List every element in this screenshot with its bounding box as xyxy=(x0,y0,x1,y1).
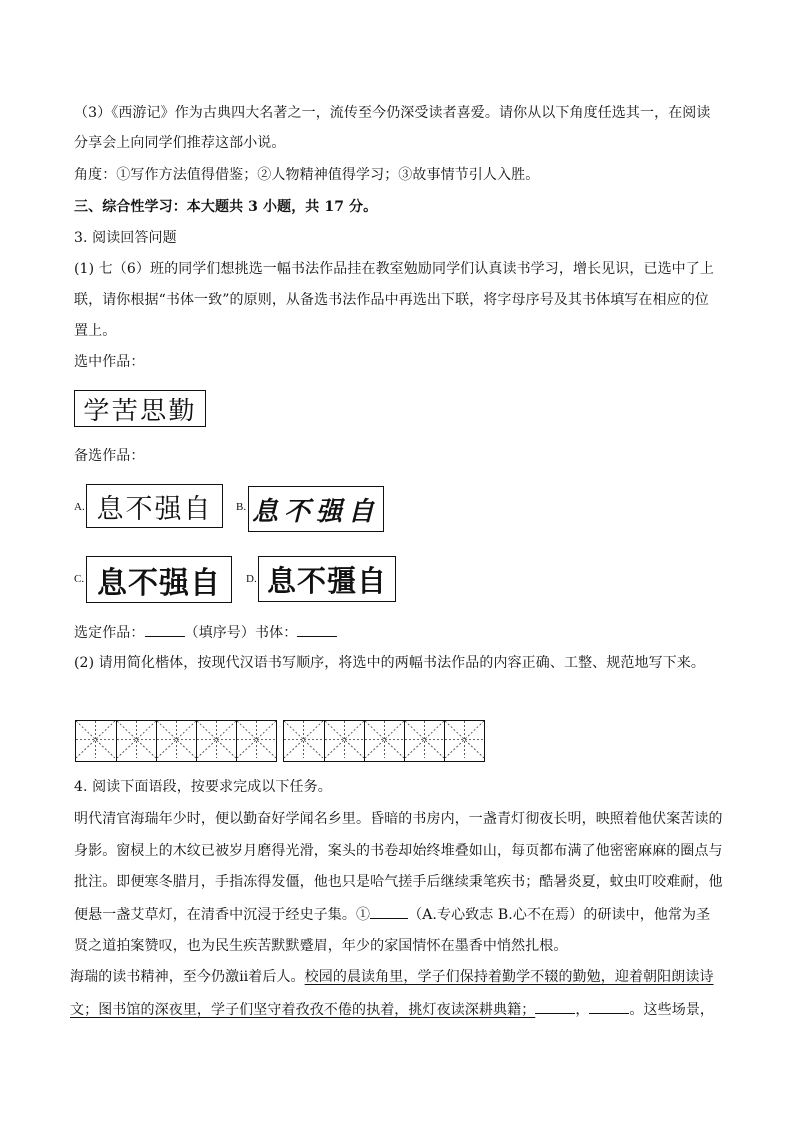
rice-grid-guides xyxy=(284,721,323,758)
selected-calligraphy-text: 学苦思勤 xyxy=(83,395,197,425)
q3-part2: (2) 请用简化楷体，按现代汉语书写顺序，将选中的两幅书法作品的内容正确、工整、规范地写下来。 xyxy=(74,655,705,671)
rice-grid-guides xyxy=(117,721,156,758)
q4-p2-line2 xyxy=(70,999,714,1020)
option-b-text: 息不强自 xyxy=(251,496,380,527)
q4-p1-line4 xyxy=(74,904,710,925)
q2-3-line1: （3）《西游记》作为古典四大名著之一，流传至今仍深受读者喜爱。请你从以下角度任选其一，在阅读 xyxy=(74,105,711,121)
answer-prefix: 选定作品： xyxy=(74,625,145,641)
q2-3-line2: 分享会上向同学们推荐这部小说。 xyxy=(74,135,286,151)
option-a-text: 息不强自 xyxy=(96,493,213,525)
rice-grid-guides xyxy=(445,721,484,758)
q4-p2-line1 xyxy=(70,967,714,987)
q3-heading: 3. 阅读回答问题 xyxy=(74,230,177,246)
q4-p1-line1: 明代清官海瑞年少时，便以勤奋好学闻名乡里。昏暗的书房内，一盏青灯彻夜长明，映照着他伏案苦读的 xyxy=(74,811,723,827)
option-d-letter: D. xyxy=(246,573,257,585)
rice-grid-guides xyxy=(325,721,364,758)
grid-cell[interactable] xyxy=(236,721,276,761)
option-c-letter: C. xyxy=(74,573,85,585)
writing-grid-upper-couplet[interactable] xyxy=(75,720,277,762)
q3-part1-line1: (1) 七（6）班的同学们想挑选一幅书法作品挂在教室勉励同学们认真读书学习，增长见识，已选中了上 xyxy=(74,261,714,277)
q4-p1-line2: 身影。窗棂上的木纹已被岁月磨得光滑，案头的书卷却始终堆叠如山，每页都布满了他密密麻麻的圈点与 xyxy=(74,843,723,859)
q4-p2-line2-end: 。这些场景， xyxy=(629,1002,715,1018)
fill-blank-1[interactable] xyxy=(370,904,408,919)
answer-mid: （填序号）书体： xyxy=(184,625,298,641)
option-c-text: 息不强自 xyxy=(97,565,221,601)
option-d-text: 息不彊自 xyxy=(266,563,387,598)
grid-cell[interactable] xyxy=(116,721,156,761)
section3-title: 三、综合性学习：本大题共 3 小题，共 17 分。 xyxy=(74,199,378,215)
grid-cell[interactable] xyxy=(196,721,236,761)
grid-cell[interactable] xyxy=(76,721,116,761)
q4-p1-line3: 批注。即便寒冬腊月，手指冻得发僵，他也只是哈气搓手后继续秉笔疾书；酷暑炎夏，蚊虫叮咬难耐，他 xyxy=(74,874,723,890)
grid-cell[interactable] xyxy=(284,721,324,761)
q4-p2-line1-underlined: 校园的晨读角里，学子们保持着勤学不辍的勤勉，迎着朝阳朗读诗 xyxy=(304,969,714,985)
q4-p2-line2-underlined: 文；图书馆的深夜里，学子们坚守着孜孜不倦的执着，挑灯夜读深耕典籍； xyxy=(70,1002,536,1018)
q4-p1-line4-a: 便悬一盏艾草灯，在清香中沉浸于经史子集。① xyxy=(74,907,371,923)
answer-line xyxy=(74,622,337,643)
option-c-calligraphy[interactable] xyxy=(86,556,232,603)
grid-cell[interactable] xyxy=(404,721,444,761)
q4-p1-line4-b: （A.专心致志 B.心不在焉）的研读中，他常为圣 xyxy=(408,907,711,923)
q4-heading: 4. 阅读下面语段，按要求完成以下任务。 xyxy=(74,779,332,795)
fill-blank-2[interactable] xyxy=(535,999,575,1014)
writing-grid-lower-couplet[interactable] xyxy=(283,720,485,762)
answer-script-blank[interactable] xyxy=(297,622,337,637)
grid-cell[interactable] xyxy=(444,721,484,761)
rice-grid-guides xyxy=(157,721,196,758)
rice-grid-guides xyxy=(76,721,115,758)
option-d-calligraphy[interactable] xyxy=(258,556,396,602)
rice-grid-guides xyxy=(197,721,236,758)
option-b-letter: B. xyxy=(236,501,247,513)
q3-part1-line2: 联，请你根据“书体一致”的原则，从备选书法作品中再选出下联，将字母序号及其书体填写在相应的位 xyxy=(74,292,709,308)
answer-letter-blank[interactable] xyxy=(145,622,185,637)
grid-cell[interactable] xyxy=(156,721,196,761)
option-a-letter: A. xyxy=(74,501,85,513)
candidate-works-label: 备选作品： xyxy=(74,448,145,464)
option-b-calligraphy[interactable] xyxy=(248,486,384,532)
fill-blank-3[interactable] xyxy=(589,999,629,1014)
rice-grid-guides xyxy=(237,721,276,758)
q4-p2-line2-comma: ， xyxy=(575,1002,590,1018)
q4-p1-line5: 贤之道拍案赞叹，也为民生疾苦默默蹙眉，年少的家国情怀在墨香中悄然扎根。 xyxy=(74,938,568,954)
grid-cell[interactable] xyxy=(324,721,364,761)
grid-cell[interactable] xyxy=(364,721,404,761)
q4-p2-line1-a: 海瑞的读书精神，至今仍激ⅱ着后人。 xyxy=(70,969,305,985)
q3-part1-line3: 置上。 xyxy=(74,323,117,339)
selected-calligraphy xyxy=(74,390,206,427)
rice-grid-guides xyxy=(405,721,444,758)
selected-works-label: 选中作品： xyxy=(74,354,145,370)
q2-3-angles: 角度：①写作方法值得借鉴；②人物精神值得学习；③故事情节引人入胜。 xyxy=(74,167,540,183)
option-a-calligraphy[interactable] xyxy=(86,484,223,528)
rice-grid-guides xyxy=(365,721,404,758)
